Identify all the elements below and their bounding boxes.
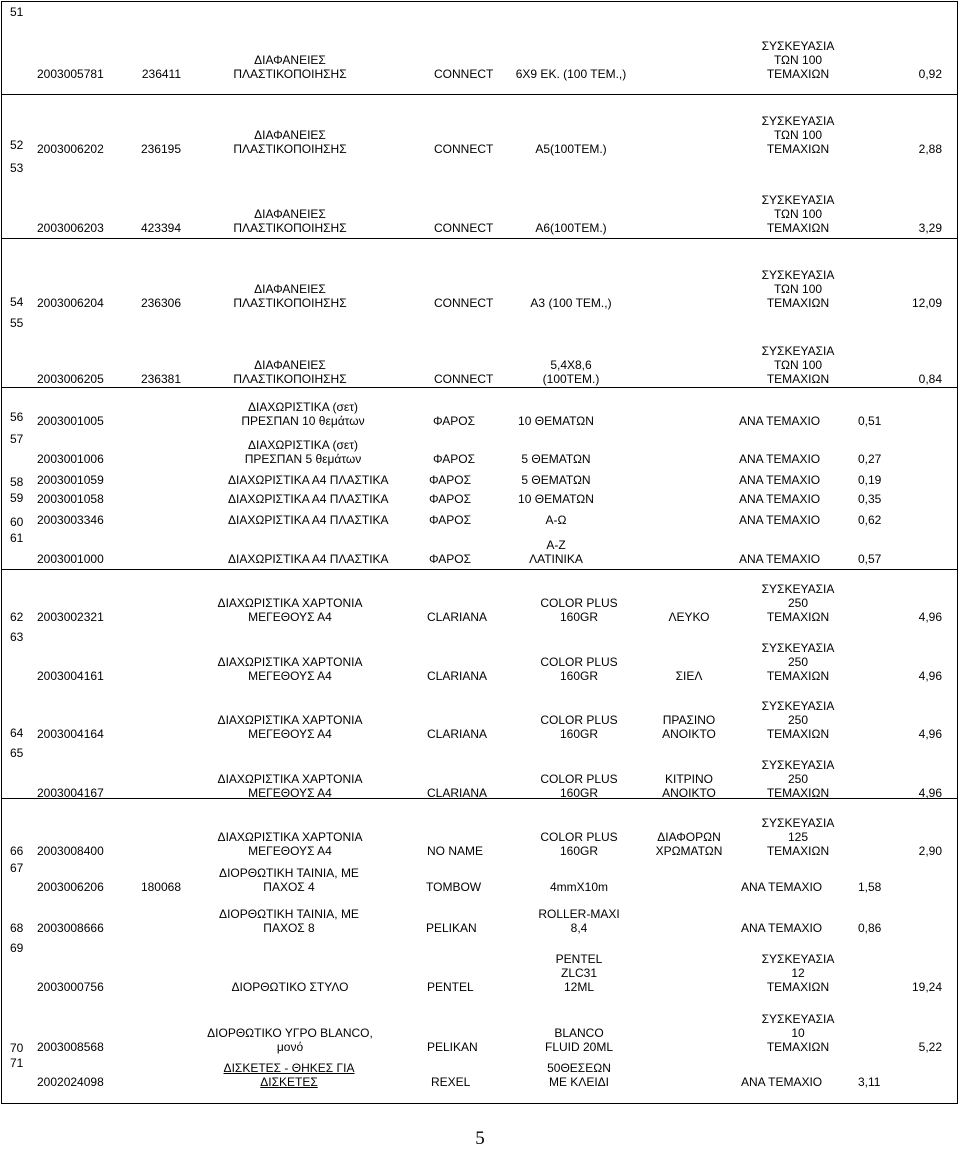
item-brand: CONNECT bbox=[434, 221, 494, 235]
item-brand: ΦΑΡΟΣ bbox=[429, 513, 471, 527]
item-brand: NO NAME bbox=[427, 844, 484, 858]
item-spec: 6X9 ΕΚ. (100 ΤΕΜ.,) bbox=[515, 67, 627, 81]
item-packaging: ΑΝΑ ΤΕΜΑΧΙΟ bbox=[741, 880, 823, 894]
item-brand: PELIKAN bbox=[426, 921, 477, 935]
item-description: ΔΙΟΡΘΩΤΙΚΗ ΤΑΙΝΙΑ, ΜΕ bbox=[219, 866, 359, 880]
item-brand: CLARIANA bbox=[427, 786, 488, 800]
item-description: ΔΙΑΧΩΡΙΣΤΙΚΑ (σετ) bbox=[248, 438, 358, 452]
item-spec: 160GR bbox=[559, 669, 599, 683]
item-packaging: ΣΥΣΚΕΥΑΣΙΑ bbox=[761, 1012, 835, 1026]
item-packaging: ΤΕΜΑΧΙΩΝ bbox=[766, 1040, 830, 1054]
item-spec: 5 ΘΕΜΑΤΩΝ bbox=[521, 473, 591, 487]
row-number: 63 bbox=[10, 630, 24, 644]
item-color: ΚΙΤΡΙΝΟ bbox=[664, 772, 714, 786]
item-brand: PENTEL bbox=[427, 980, 474, 994]
item-packaging: ΣΥΣΚΕΥΑΣΙΑ bbox=[761, 114, 835, 128]
row-number: 61 bbox=[10, 531, 24, 545]
item-brand: ΦΑΡΟΣ bbox=[429, 552, 471, 566]
price-list-table bbox=[1, 1, 958, 1102]
item-description: ΔΙΑΧΩΡΙΣΤΙΚΑ ΧΑΡΤΟΝΙΑ bbox=[217, 713, 363, 727]
item-spec: A-Z bbox=[546, 538, 566, 552]
item-packaging: ΑΝΑ ΤΕΜΑΧΙΟ bbox=[739, 452, 821, 466]
item-price: 0,62 bbox=[858, 513, 882, 527]
item-description: ΜΕΓΕΘΟΥΣ Α4 bbox=[248, 610, 332, 624]
item-spec: ΜΕ ΚΛΕΙΔΙ bbox=[548, 1075, 610, 1089]
item-code: 2003000756 bbox=[37, 980, 104, 994]
item-code: 2003008568 bbox=[37, 1040, 104, 1054]
item-code: 2003008400 bbox=[37, 844, 104, 858]
item-description: ΔΙΣΚΕΤΕΣ - ΘΗΚΕΣ ΓΙΑ bbox=[223, 1061, 355, 1075]
item-brand: ΦΑΡΟΣ bbox=[429, 492, 471, 506]
item-packaging: ΤΩΝ 100 bbox=[773, 358, 823, 372]
item-spec: COLOR PLUS bbox=[540, 830, 618, 844]
item-code: 2003006202 bbox=[37, 142, 104, 156]
item-packaging: ΤΕΜΑΧΙΩΝ bbox=[766, 610, 830, 624]
item-spec: A3 (100 TEM.,) bbox=[530, 296, 612, 310]
item-spec: A5(100TEM.) bbox=[535, 142, 607, 156]
item-description: ΔΙΑΦΑΝΕΙΕΣ bbox=[254, 53, 326, 67]
item-brand: TOMBOW bbox=[426, 880, 482, 894]
item-packaging: ΤΕΜΑΧΙΩΝ bbox=[766, 372, 830, 386]
item-price: 0,57 bbox=[858, 552, 882, 566]
item-spec: A6(100TEM.) bbox=[535, 221, 607, 235]
item-brand: CONNECT bbox=[434, 67, 494, 81]
item-spec: 10 ΘΕΜΑΤΩΝ bbox=[518, 492, 594, 506]
item-code: 2003006206 bbox=[37, 880, 104, 894]
item-packaging: ΣΥΣΚΕΥΑΣΙΑ bbox=[761, 758, 835, 772]
item-description: ΔΙΑΧΩΡΙΣΤΙΚΑ Α4 ΠΛΑΣΤΙΚΑ bbox=[228, 492, 389, 506]
item-price: 4,96 bbox=[918, 669, 942, 683]
row-number: 56 bbox=[10, 410, 24, 424]
item-packaging: ΤΩΝ 100 bbox=[773, 282, 823, 296]
item-ref: 236306 bbox=[140, 296, 181, 310]
row-number: 54 bbox=[10, 295, 24, 309]
row-number: 65 bbox=[10, 746, 24, 760]
item-ref: 180068 bbox=[140, 880, 181, 894]
item-packaging: ΤΕΜΑΧΙΩΝ bbox=[766, 786, 830, 800]
item-description: ΠΡΕΣΠΑΝ 5 θεμάτων bbox=[244, 452, 362, 466]
item-spec: 5 ΘΕΜΑΤΩΝ bbox=[521, 452, 591, 466]
item-color: ΑΝΟΙΚΤΟ bbox=[662, 786, 716, 800]
item-brand: PELIKAN bbox=[427, 1040, 478, 1054]
item-color: ΠΡΑΣΙΝΟ bbox=[662, 713, 716, 727]
row-number: 58 bbox=[10, 475, 24, 489]
item-code: 2003004161 bbox=[37, 669, 104, 683]
item-color: ΔΙΑΦΟΡΩΝ bbox=[657, 830, 721, 844]
item-color: ΛΕΥΚΟ bbox=[668, 610, 710, 624]
item-description: ΠΑΧΟΣ 4 bbox=[263, 880, 315, 894]
row-number: 67 bbox=[10, 861, 24, 875]
item-description: ΜΕΓΕΘΟΥΣ Α4 bbox=[248, 786, 332, 800]
item-code: 2003003346 bbox=[37, 513, 104, 527]
item-spec: 5,4X8,6 bbox=[550, 358, 592, 372]
item-description: μονό bbox=[276, 1040, 304, 1054]
item-code: 2003001005 bbox=[37, 414, 104, 428]
row-number: 71 bbox=[10, 1056, 24, 1070]
row-number: 57 bbox=[10, 432, 24, 446]
item-packaging: ΣΥΣΚΕΥΑΣΙΑ bbox=[761, 39, 835, 53]
item-packaging: ΤΕΜΑΧΙΩΝ bbox=[766, 67, 830, 81]
row-number: 52 bbox=[10, 138, 24, 152]
item-spec: COLOR PLUS bbox=[540, 772, 618, 786]
item-ref: 236381 bbox=[140, 372, 181, 386]
item-description: ΠΛΑΣΤΙΚΟΠΟΙΗΣΗΣ bbox=[233, 67, 347, 81]
item-price: 3,29 bbox=[918, 221, 942, 235]
item-price: 4,96 bbox=[918, 786, 942, 800]
item-code: 2003006203 bbox=[37, 221, 104, 235]
item-packaging: ΑΝΑ ΤΕΜΑΧΙΟ bbox=[739, 414, 821, 428]
item-packaging: 250 bbox=[787, 655, 809, 669]
item-spec: ΛΑΤΙΝΙΚΑ bbox=[529, 552, 583, 566]
item-packaging: 250 bbox=[787, 772, 809, 786]
item-packaging: ΤΕΜΑΧΙΩΝ bbox=[766, 669, 830, 683]
item-price: 12,09 bbox=[911, 296, 942, 310]
item-description: ΔΙΑΧΩΡΙΣΤΙΚΑ ΧΑΡΤΟΝΙΑ bbox=[217, 655, 363, 669]
item-price: 5,22 bbox=[918, 1040, 942, 1054]
item-code: 2003006204 bbox=[37, 296, 104, 310]
item-brand: REXEL bbox=[431, 1075, 471, 1089]
item-spec: Α-Ω bbox=[545, 513, 567, 527]
item-spec: PENTEL bbox=[555, 952, 603, 966]
item-price: 1,58 bbox=[858, 880, 882, 894]
item-description: ΔΙΑΧΩΡΙΣΤΙΚΑ Α4 ΠΛΑΣΤΙΚΑ bbox=[228, 473, 389, 487]
item-description: ΔΙΣΚΕΤΕΣ bbox=[260, 1075, 318, 1089]
item-spec: 160GR bbox=[559, 610, 599, 624]
item-brand: CONNECT bbox=[434, 142, 494, 156]
item-brand: ΦΑΡΟΣ bbox=[433, 414, 475, 428]
item-description: ΜΕΓΕΘΟΥΣ Α4 bbox=[248, 727, 332, 741]
item-description: ΔΙΑΧΩΡΙΣΤΙΚΑ Α4 ΠΛΑΣΤΙΚΑ bbox=[228, 513, 389, 527]
row-number: 55 bbox=[10, 316, 24, 330]
item-description: ΔΙΑΦΑΝΕΙΕΣ bbox=[254, 207, 326, 221]
item-description: ΔΙΑΧΩΡΙΣΤΙΚΑ Α4 ΠΛΑΣΤΙΚΑ bbox=[228, 552, 389, 566]
item-price: 19,24 bbox=[911, 980, 942, 994]
row-number: 62 bbox=[10, 610, 24, 624]
item-price: 4,96 bbox=[918, 610, 942, 624]
item-ref: 236411 bbox=[141, 67, 181, 81]
item-spec: BLANCO bbox=[554, 1026, 604, 1040]
item-spec: ROLLER-MAXI bbox=[538, 907, 620, 921]
item-code: 2003001058 bbox=[37, 492, 104, 506]
item-brand: CLARIANA bbox=[427, 727, 488, 741]
item-spec: COLOR PLUS bbox=[540, 655, 618, 669]
item-packaging: ΤΕΜΑΧΙΩΝ bbox=[766, 296, 830, 310]
item-packaging: ΤΕΜΑΧΙΩΝ bbox=[766, 142, 830, 156]
item-packaging: ΣΥΣΚΕΥΑΣΙΑ bbox=[761, 193, 835, 207]
item-packaging: ΣΥΣΚΕΥΑΣΙΑ bbox=[761, 952, 835, 966]
item-price: 0,51 bbox=[858, 414, 882, 428]
page-number: 5 bbox=[475, 1128, 485, 1149]
item-description: ΔΙΑΦΑΝΕΙΕΣ bbox=[254, 282, 326, 296]
item-packaging: 10 bbox=[791, 1026, 805, 1040]
item-price: 4,96 bbox=[918, 727, 942, 741]
item-packaging: ΣΥΣΚΕΥΑΣΙΑ bbox=[761, 641, 835, 655]
item-description: ΠΑΧΟΣ 8 bbox=[263, 921, 315, 935]
item-spec: 160GR bbox=[559, 786, 599, 800]
item-code: 2003001059 bbox=[37, 473, 104, 487]
item-spec: 160GR bbox=[559, 844, 599, 858]
item-packaging: ΤΕΜΑΧΙΩΝ bbox=[766, 727, 830, 741]
item-color: ΧΡΩΜΑΤΩΝ bbox=[655, 844, 723, 858]
item-spec: 8,4 bbox=[570, 921, 588, 935]
item-price: 3,11 bbox=[858, 1075, 881, 1089]
item-code: 2003004164 bbox=[37, 727, 104, 741]
item-packaging: ΤΕΜΑΧΙΩΝ bbox=[766, 844, 830, 858]
item-price: 0,35 bbox=[858, 492, 882, 506]
item-packaging: ΤΩΝ 100 bbox=[773, 128, 823, 142]
row-number: 51 bbox=[10, 5, 24, 19]
item-description: ΠΡΕΣΠΑΝ 10 θεμάτων bbox=[241, 414, 365, 428]
item-code: 2003001000 bbox=[37, 552, 104, 566]
item-spec: 50ΘΕΣΕΩΝ bbox=[547, 1061, 611, 1075]
item-packaging: ΣΥΣΚΕΥΑΣΙΑ bbox=[761, 582, 835, 596]
item-spec: COLOR PLUS bbox=[540, 596, 618, 610]
item-price: 0,27 bbox=[858, 452, 882, 466]
item-description: ΜΕΓΕΘΟΥΣ Α4 bbox=[248, 844, 332, 858]
item-description: ΔΙΑΦΑΝΕΙΕΣ bbox=[254, 358, 326, 372]
item-description: ΠΛΑΣΤΙΚΟΠΟΙΗΣΗΣ bbox=[233, 142, 347, 156]
item-color: ΑΝΟΙΚΤΟ bbox=[662, 727, 716, 741]
item-brand: ΦΑΡΟΣ bbox=[429, 473, 471, 487]
item-code: 2002024098 bbox=[37, 1075, 104, 1089]
item-code: 2003005781 bbox=[37, 67, 104, 81]
item-price: 2,88 bbox=[918, 142, 942, 156]
item-code: 2003006205 bbox=[37, 372, 104, 386]
row-number: 64 bbox=[10, 726, 24, 740]
item-spec: 4mmX10m bbox=[549, 880, 609, 894]
item-packaging: 12 bbox=[791, 966, 805, 980]
item-spec: 12ML bbox=[563, 980, 595, 994]
row-number: 59 bbox=[10, 491, 24, 505]
item-description: ΔΙΟΡΘΩΤΙΚΟ ΣΤΥΛΟ bbox=[231, 980, 349, 994]
item-description: ΠΛΑΣΤΙΚΟΠΟΙΗΣΗΣ bbox=[233, 372, 347, 386]
row-number: 68 bbox=[10, 921, 24, 935]
item-description: ΠΛΑΣΤΙΚΟΠΟΙΗΣΗΣ bbox=[233, 296, 347, 310]
item-packaging: ΤΕΜΑΧΙΩΝ bbox=[766, 980, 830, 994]
item-price: 0,92 bbox=[918, 67, 942, 81]
item-description: ΔΙΑΧΩΡΙΣΤΙΚΑ ΧΑΡΤΟΝΙΑ bbox=[217, 830, 363, 844]
item-description: ΔΙΟΡΘΩΤΙΚΗ ΤΑΙΝΙΑ, ΜΕ bbox=[219, 907, 359, 921]
item-description: ΔΙΑΧΩΡΙΣΤΙΚΑ (σετ) bbox=[248, 400, 358, 414]
item-spec: COLOR PLUS bbox=[540, 713, 618, 727]
item-packaging: ΑΝΑ ΤΕΜΑΧΙΟ bbox=[741, 1075, 823, 1089]
row-number: 70 bbox=[10, 1041, 24, 1055]
item-price: 0,86 bbox=[858, 921, 882, 935]
item-code: 2003002321 bbox=[37, 610, 104, 624]
row-number: 69 bbox=[10, 941, 24, 955]
item-packaging: ΣΥΣΚΕΥΑΣΙΑ bbox=[761, 268, 835, 282]
item-code: 2003001006 bbox=[37, 452, 104, 466]
item-description: ΔΙΑΧΩΡΙΣΤΙΚΑ ΧΑΡΤΟΝΙΑ bbox=[217, 596, 363, 610]
item-description: ΔΙΑΧΩΡΙΣΤΙΚΑ ΧΑΡΤΟΝΙΑ bbox=[217, 772, 363, 786]
item-description: ΠΛΑΣΤΙΚΟΠΟΙΗΣΗΣ bbox=[233, 221, 347, 235]
item-spec: ZLC31 bbox=[560, 966, 598, 980]
item-brand: CONNECT bbox=[434, 296, 494, 310]
item-packaging: 125 bbox=[787, 830, 809, 844]
item-spec: FLUID 20ML bbox=[544, 1040, 614, 1054]
item-packaging: ΤΕΜΑΧΙΩΝ bbox=[766, 221, 830, 235]
item-packaging: ΑΝΑ ΤΕΜΑΧΙΟ bbox=[741, 921, 823, 935]
item-spec: 10 ΘΕΜΑΤΩΝ bbox=[518, 414, 594, 428]
item-packaging: ΑΝΑ ΤΕΜΑΧΙΟ bbox=[739, 513, 821, 527]
item-ref: 236195 bbox=[140, 142, 181, 156]
item-packaging: ΣΥΣΚΕΥΑΣΙΑ bbox=[761, 816, 835, 830]
item-packaging: ΤΩΝ 100 bbox=[773, 53, 823, 67]
item-packaging: 250 bbox=[787, 713, 809, 727]
item-spec: 160GR bbox=[559, 727, 599, 741]
item-price: 2,90 bbox=[918, 844, 942, 858]
item-packaging: ΤΩΝ 100 bbox=[773, 207, 823, 221]
item-code: 2003004167 bbox=[37, 786, 104, 800]
item-packaging: ΑΝΑ ΤΕΜΑΧΙΟ bbox=[739, 492, 821, 506]
item-brand: CONNECT bbox=[434, 372, 494, 386]
item-packaging: ΑΝΑ ΤΕΜΑΧΙΟ bbox=[739, 473, 821, 487]
item-ref: 423394 bbox=[140, 221, 181, 235]
item-packaging: ΑΝΑ ΤΕΜΑΧΙΟ bbox=[739, 552, 821, 566]
item-packaging: ΣΥΣΚΕΥΑΣΙΑ bbox=[761, 344, 835, 358]
item-price: 0,84 bbox=[918, 372, 942, 386]
item-price: 0,19 bbox=[858, 473, 882, 487]
item-brand: CLARIANA bbox=[427, 669, 488, 683]
row-number: 66 bbox=[10, 844, 24, 858]
row-number: 60 bbox=[10, 515, 24, 529]
item-packaging: ΣΥΣΚΕΥΑΣΙΑ bbox=[761, 699, 835, 713]
item-brand: ΦΑΡΟΣ bbox=[433, 452, 475, 466]
item-code: 2003008666 bbox=[37, 921, 104, 935]
item-spec: (100TEM.) bbox=[542, 372, 600, 386]
item-description: ΔΙΟΡΘΩΤΙΚΟ ΥΓΡΟ BLANCO, bbox=[207, 1026, 373, 1040]
item-description: ΔΙΑΦΑΝΕΙΕΣ bbox=[254, 128, 326, 142]
item-packaging: 250 bbox=[787, 596, 809, 610]
item-color: ΣΙΕΛ bbox=[675, 669, 703, 683]
item-description: ΜΕΓΕΘΟΥΣ Α4 bbox=[248, 669, 332, 683]
item-brand: CLARIANA bbox=[427, 610, 488, 624]
row-number: 53 bbox=[10, 161, 24, 175]
